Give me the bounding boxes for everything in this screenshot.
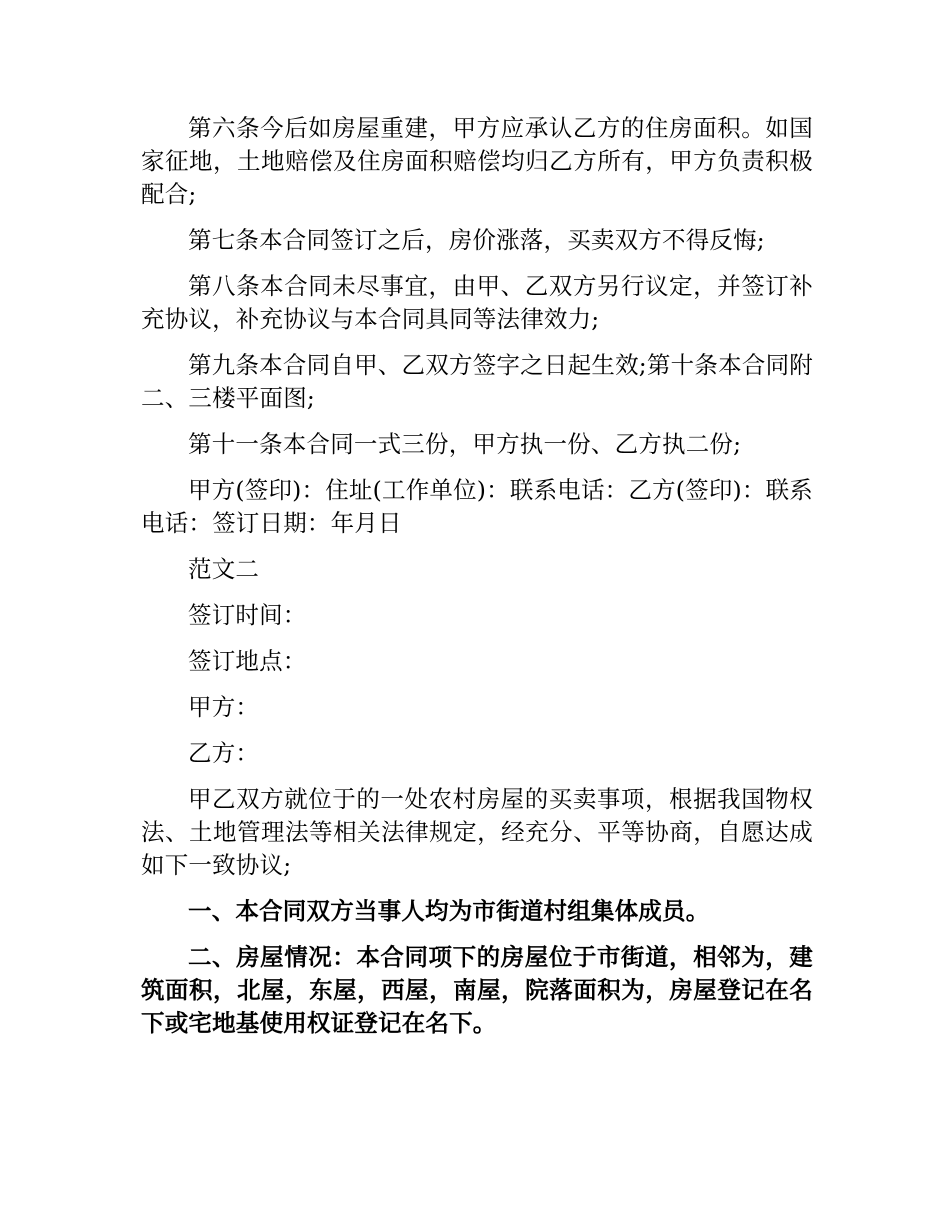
clause-9-10-paragraph: 第九条本合同自甲、乙双方签字之日起生效;第十条本合同附二、三楼平面图; xyxy=(141,351,813,412)
section-2-paragraph: 二、房屋情况：本合同项下的房屋位于市街道，相邻为，建筑面积，北屋，东屋，西屋，南屋，院落面积为，房屋登记在名下或宅地基使用权证登记在名下。 xyxy=(141,943,813,1037)
preamble-paragraph: 甲乙双方就位于的一处农村房屋的买卖事项，根据我国物权法、土地管理法等相关法律规定，经充分、平等协商，自愿达成如下一致协议; xyxy=(141,785,813,879)
signing-place-line: 签订地点： xyxy=(188,647,307,675)
signature-block-paragraph: 甲方(签印)：住址(工作单位)：联系电话：乙方(签印)：联系电话：签订日期：年月日 xyxy=(141,476,814,537)
clause-6-paragraph: 第六条今后如房屋重建，甲方应承认乙方的住房面积。如国家征地，土地赔偿及住房面积赔偿均归乙方所有，甲方负责积极配合; xyxy=(141,114,813,208)
clause-11-paragraph: 第十一条本合同一式三份，甲方执一份、乙方执二份; xyxy=(188,430,742,458)
clause-8-paragraph: 第八条本合同未尽事宜，由甲、乙双方另行议定，并签订补充协议，补充协议与本合同具同等法律效力; xyxy=(141,272,813,333)
document-page xyxy=(141,112,813,1053)
sample-two-heading: 范文二 xyxy=(188,555,260,583)
clause-7-paragraph: 第七条本合同签订之后，房价涨落，买卖双方不得反悔; xyxy=(188,226,765,254)
signing-time-line: 签订时间： xyxy=(188,601,307,629)
section-1-paragraph: 一、本合同双方当事人均为市街道村组集体成员。 xyxy=(188,897,710,925)
party-a-line: 甲方： xyxy=(188,693,260,721)
party-b-line: 乙方： xyxy=(188,739,260,767)
